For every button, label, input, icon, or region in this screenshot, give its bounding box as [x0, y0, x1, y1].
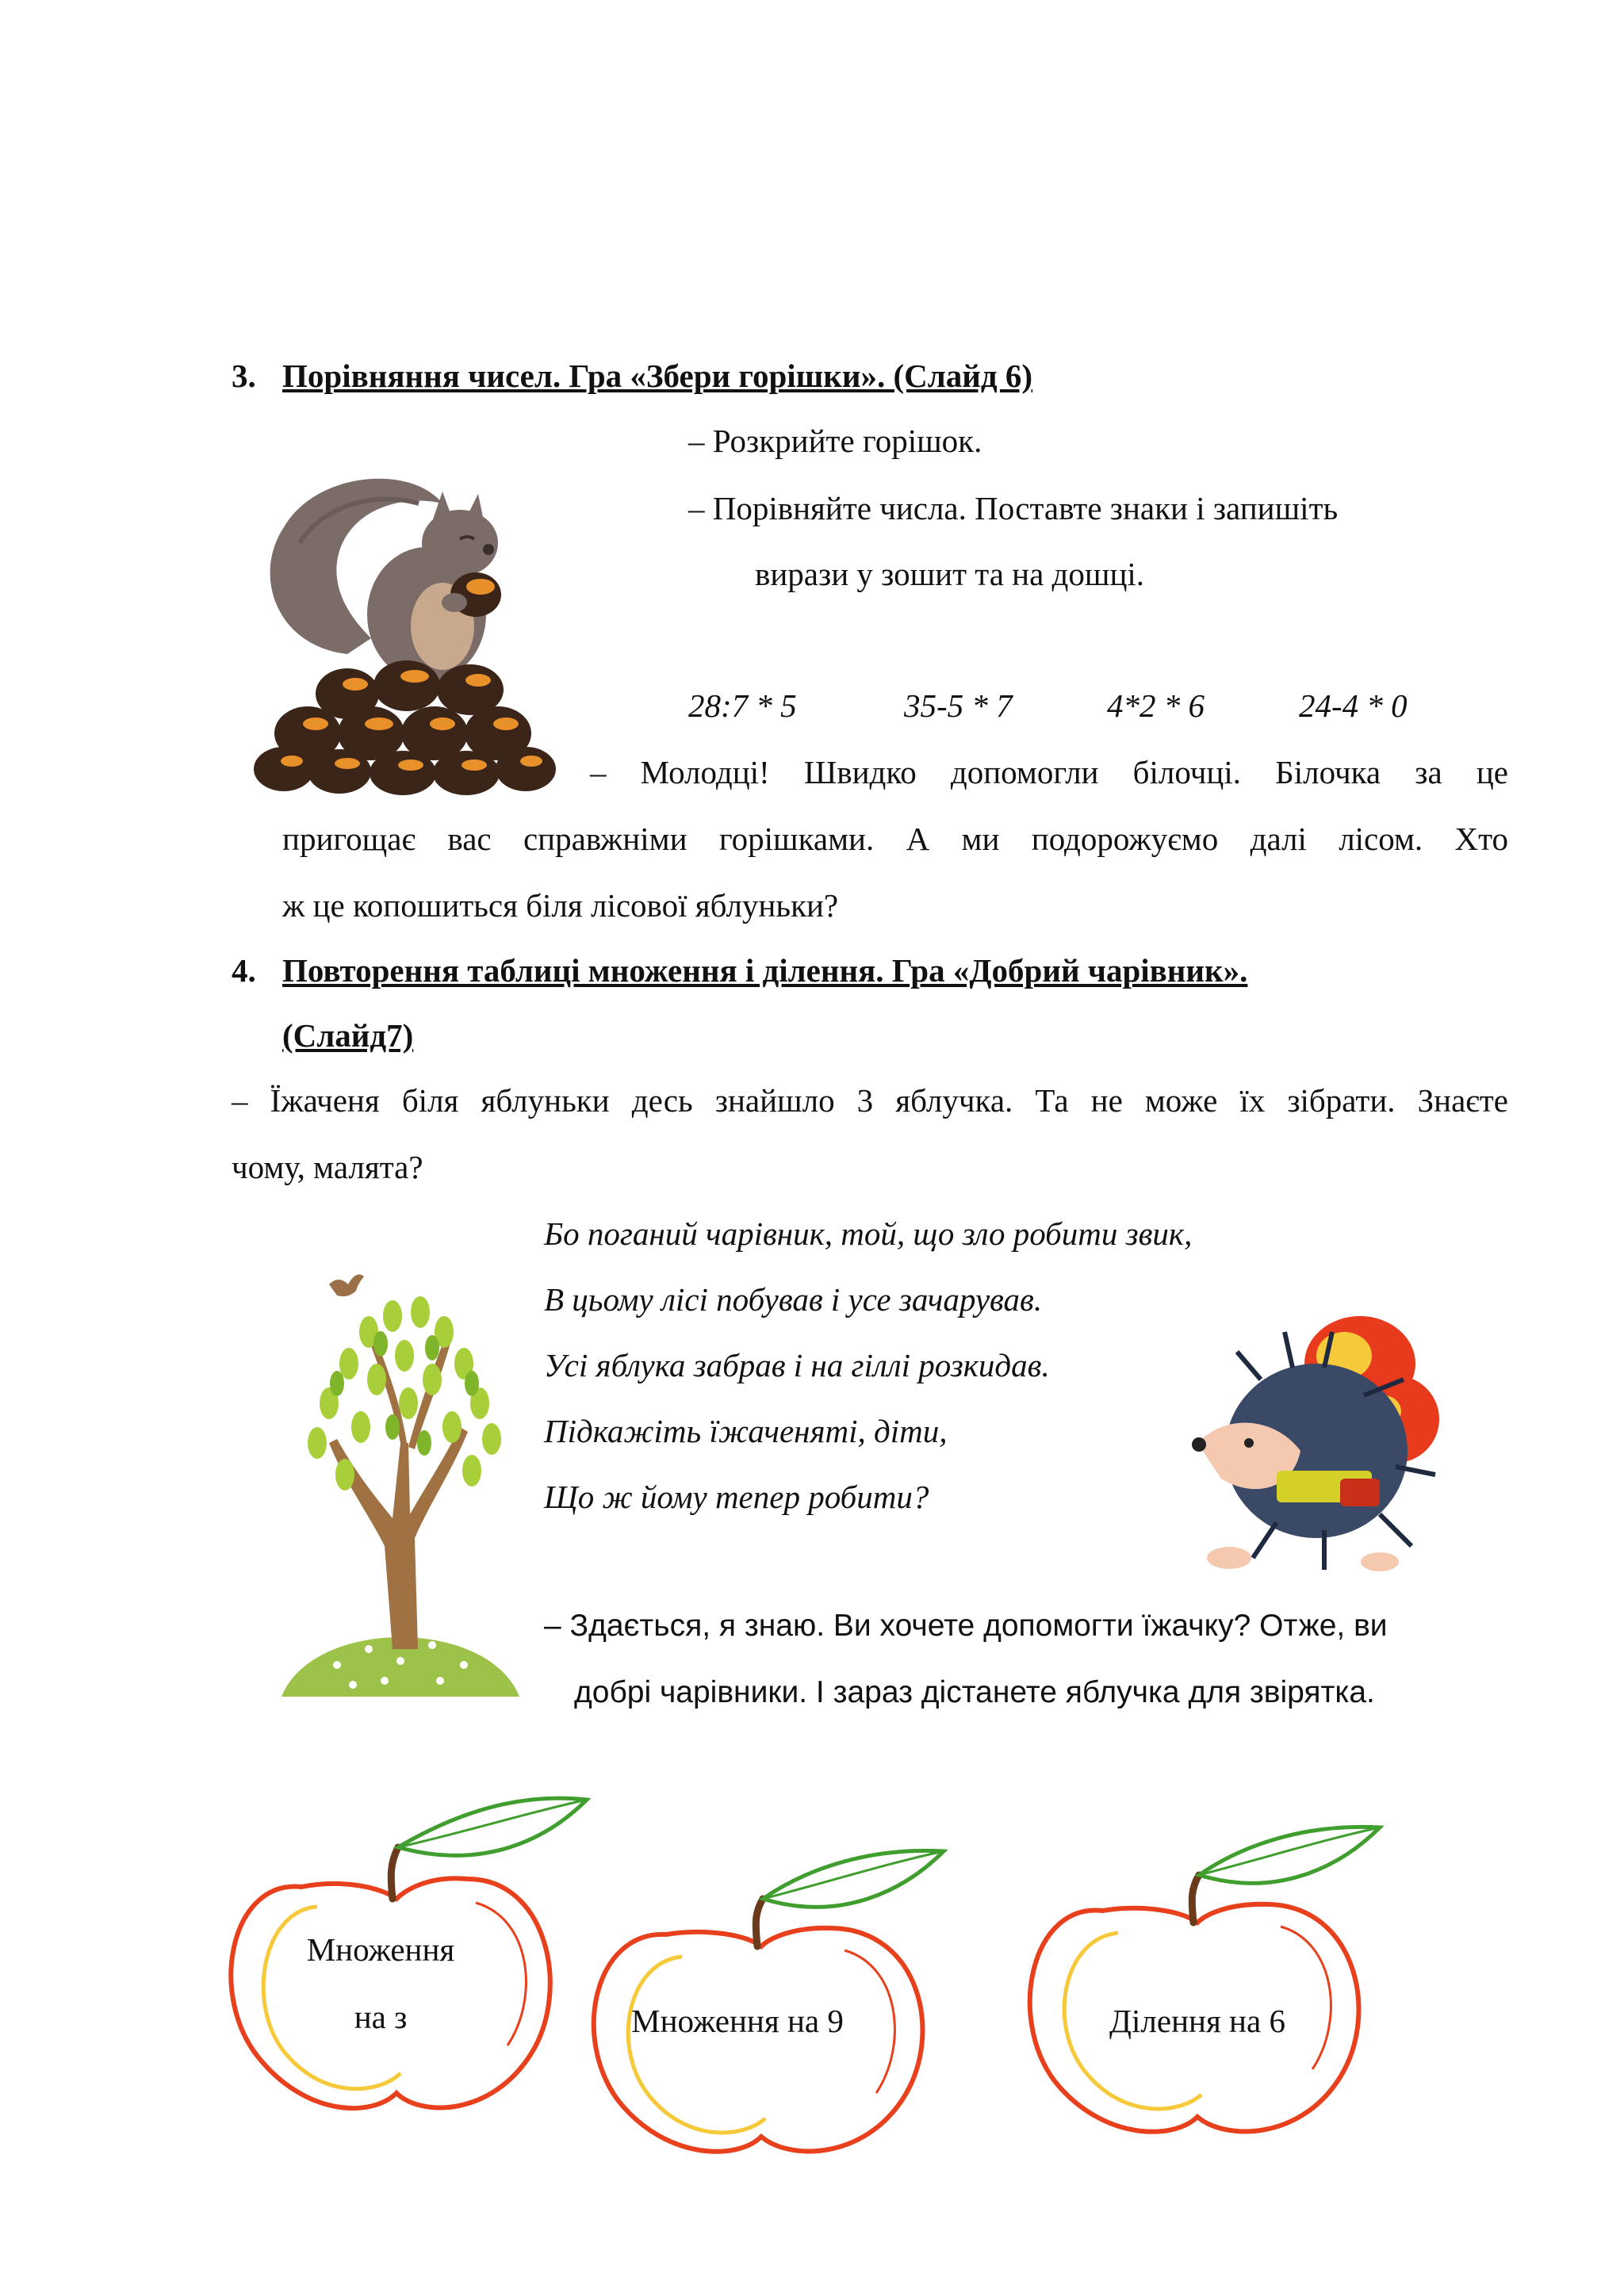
- section-4-heading-line-1: Повторення таблиці множення і ділення. Гра «Добрий чарівник».: [282, 952, 1248, 989]
- answer-line-2: добрі чарівники. І зараз дістанете яблучка для звірятка.: [574, 1675, 1375, 1709]
- apple-card-1[interactable]: [214, 1800, 579, 2133]
- instruction-compare: – Порівняйте числа. Поставте знаки і запишіть: [688, 490, 1339, 526]
- apple-3-label: Ділення на 6: [1109, 2003, 1285, 2039]
- section-4-heading-line-2: (Слайд7): [282, 1017, 414, 1054]
- expression-2: 35-5 * 7: [904, 687, 1013, 724]
- poem-line-1: Бо поганий чарівник, той, що зло робити звик,: [544, 1215, 1193, 1252]
- apple-card-2[interactable]: [571, 1855, 983, 2172]
- expression-1: 28:7 * 5: [688, 687, 797, 724]
- praise-line-2: пригощає вас справжніми горішками. А ми подорожуємо далі лісом. Хто: [282, 821, 1508, 857]
- hedgehog-illustration: [1182, 1308, 1451, 1586]
- poem-line-3: Усі яблука забрав і на гіллі розкидав.: [544, 1347, 1050, 1383]
- hedgehog-story-line-1: – Їжаченя біля яблуньки десь знайшло 3 яблучка. Та не може їх зібрати. Знаєте: [232, 1082, 1508, 1119]
- instruction-open-nut: – Розкрийте горішок.: [688, 423, 982, 459]
- apple-card-3[interactable]: [1007, 1823, 1419, 2156]
- squirrel-illustration: [252, 456, 569, 789]
- tree-illustration: [282, 1245, 519, 1697]
- poem-line-4: Підкажіть їжаченяті, діти,: [544, 1413, 948, 1449]
- section-4-number: 4.: [232, 952, 256, 989]
- hedgehog-story-line-2: чому, малята?: [232, 1149, 423, 1185]
- apple-2-label: Множення на 9: [631, 2003, 844, 2039]
- section-3-number: 3.: [232, 358, 256, 394]
- expression-3: 4*2 * 6: [1107, 687, 1205, 724]
- section-3-heading: Порівняння чисел. Гра «Збери горішки». (Слайд 6): [282, 358, 1033, 394]
- praise-line-1: – Молодці! Швидко допомогли білочці. Білочка за це: [590, 754, 1508, 790]
- instruction-write: вирази у зошит та на дошці.: [755, 556, 1145, 592]
- expression-4: 24-4 * 0: [1299, 687, 1408, 724]
- apple-1-label-line-1: Множення: [306, 1931, 455, 1968]
- praise-line-3: ж це копошиться біля лісової яблуньки?: [282, 887, 839, 924]
- apple-1-label-line-2: на з: [354, 1999, 408, 2035]
- answer-line-1: – Здається, я знаю. Ви хочете допомогти їжачку? Отже, ви: [544, 1609, 1388, 1643]
- poem-line-5: Що ж йому тепер робити?: [544, 1479, 929, 1515]
- poem-line-2: В цьому лісі побував і усе зачарував.: [544, 1281, 1043, 1318]
